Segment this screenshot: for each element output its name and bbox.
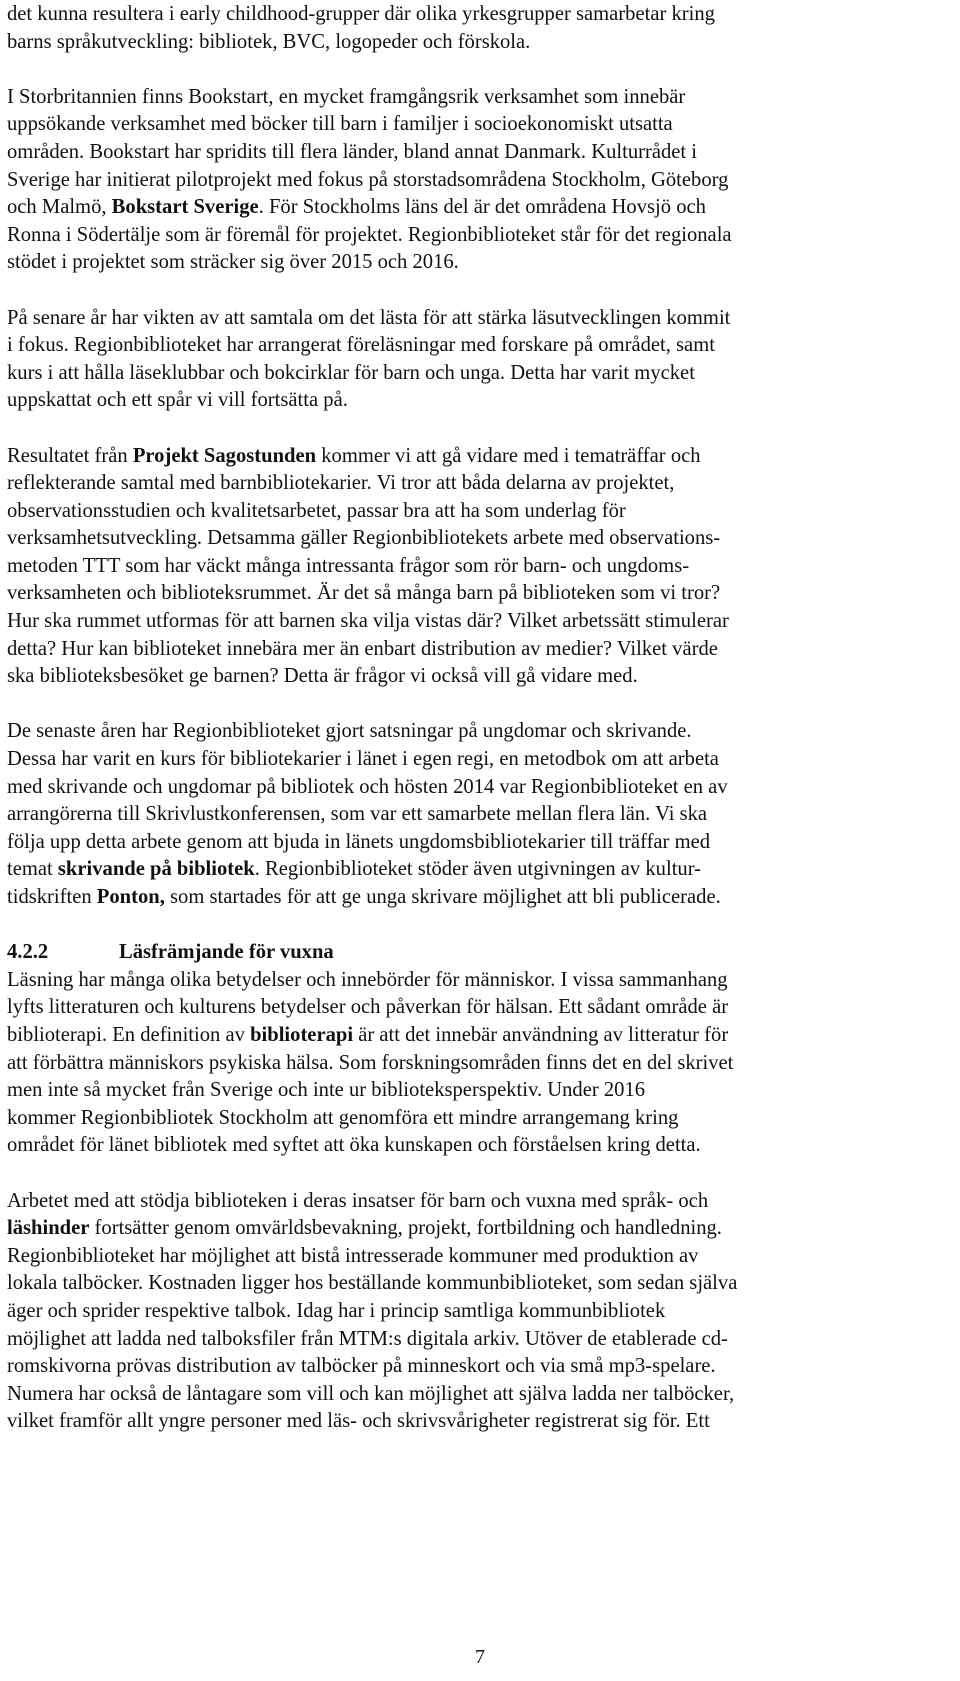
text-line <box>7 111 894 139</box>
page-number: 7 <box>475 1646 485 1668</box>
text-run: . För Stockholms läns del är det områdena Hovsjö och <box>258 196 706 219</box>
paragraph <box>7 967 894 1160</box>
text-run: barns språkutveckling: bibliotek, BVC, logopeder och förskola. <box>7 30 531 53</box>
text-run: lokala talböcker. Kostnaden ligger hos beställande kommunbiblioteket, som sedan själva <box>7 1272 738 1295</box>
bold-text: Ponton, <box>96 886 165 908</box>
text-line <box>7 167 894 195</box>
text-line <box>7 443 894 471</box>
paragraph <box>7 84 894 277</box>
text-line <box>7 1132 894 1160</box>
section-heading <box>7 939 894 967</box>
text-run: äger och sprider respektive talbok. Idag har i princip samtliga kommunbibliotek <box>7 1299 666 1322</box>
paragraph <box>7 443 894 691</box>
text-run: stödet i projektet som sträcker sig över 2015 och 2016. <box>7 251 459 274</box>
text-run: metoden TTT som har väckt många intressanta frågor som rör barn- och ungdoms- <box>7 554 690 577</box>
paragraph <box>7 305 894 415</box>
text-run: arrangörerna till Skrivlustkonferensen, som var ett samarbete mellan flera län. Vi ska <box>7 803 708 826</box>
text-line <box>7 994 894 1022</box>
text-run: Resultatet från <box>7 444 133 467</box>
text-run: följa upp detta arbete genom att bjuda in länets ungdomsbibliotekarier till träffar med <box>7 830 711 853</box>
text-run: det kunna resultera i early childhood-grupper där olika yrkesgrupper samarbetar kring <box>7 3 715 25</box>
bold-text: skrivande på bibliotek <box>57 858 255 881</box>
text-run: området för länet bibliotek med syftet att öka kunskapen och förståelsen kring detta. <box>7 1134 701 1157</box>
text-line <box>7 608 894 636</box>
text-run: De senaste åren har Regionbiblioteket gjort satsningar på ungdomar och skrivande. <box>7 720 692 743</box>
text-run: observationsstudien och kvalitetsarbetet, passar bra att ha som underlag för <box>7 499 626 522</box>
text-line <box>7 1 894 29</box>
text-line <box>7 1326 894 1354</box>
text-line <box>7 580 894 608</box>
text-run: uppskattat och ett spår vi vill fortsätta på. <box>7 389 348 412</box>
text-line <box>7 856 894 884</box>
text-run: vilket framför allt yngre personer med läs- och skrivsvårigheter registrerat sig för. Ett <box>7 1410 710 1433</box>
section-body-text <box>7 967 894 1436</box>
text-line <box>7 1105 894 1133</box>
text-line <box>7 1077 894 1105</box>
text-line <box>7 663 894 691</box>
text-line <box>7 525 894 553</box>
text-run: Arbetet med att stödja biblioteken i deras insatser för barn och vuxna med språk- och <box>7 1189 709 1212</box>
text-line <box>7 1215 894 1243</box>
text-run: Ronna i Södertälje som är föremål för projektet. Regionbiblioteket står för det regionala <box>7 223 732 246</box>
text-run: Numera har också de låntagare som vill och kan möjlighet att själva ladda ner talböcker, <box>7 1382 735 1405</box>
text-line <box>7 718 894 746</box>
bold-text: Bokstart Sverige <box>111 196 259 219</box>
text-run: att förbättra människors psykiska hälsa. Som forskningsområden finns det en del skrivet <box>7 1051 734 1074</box>
text-line <box>7 387 894 415</box>
text-run: romskivorna prövas distribution av talböcker på minneskort och via små mp3-spelare. <box>7 1355 716 1378</box>
text-run: är att det innebär användning av litteratur för <box>353 1023 729 1046</box>
text-run: detta? Hur kan biblioteket innebära mer än enbart distribution av medier? Vilket värde <box>7 637 718 660</box>
body-text <box>7 1 894 912</box>
text-line <box>7 1050 894 1078</box>
bold-text: Projekt Sagostunden <box>132 444 317 467</box>
text-run: möjlighet att ladda ned talboksfiler från MTM:s digitala arkiv. Utöver de etablerade cd- <box>7 1327 728 1350</box>
paragraph <box>7 1 894 56</box>
text-run: . Regionbiblioteket stöder även utgivningen av kultur- <box>254 858 702 881</box>
text-run: i fokus. Regionbiblioteket har arrangerat föreläsningar med forskare på området, samt <box>7 334 715 357</box>
text-line <box>7 1298 894 1326</box>
text-run: områden. Bookstart har spridits till flera länder, bland annat Danmark. Kulturrådet i <box>7 140 698 163</box>
text-run: kurs i att hålla läseklubbar och bokcirklar för barn och unga. Detta har varit mycket <box>7 361 695 384</box>
text-run: men inte så mycket från Sverige och inte ur biblioteksperspektiv. Under 2016 <box>7 1079 646 1102</box>
text-line <box>7 470 894 498</box>
text-line <box>7 332 894 360</box>
bold-text: biblioterapi <box>250 1023 354 1046</box>
text-line <box>7 29 894 57</box>
text-line <box>7 194 894 222</box>
bold-text: läshinder <box>7 1217 90 1240</box>
text-run: temat <box>7 858 58 881</box>
text-line <box>7 801 894 829</box>
text-line <box>7 305 894 333</box>
text-run: uppsökande verksamhet med böcker till barn i familjer i socioekonomiskt utsatta <box>7 113 673 136</box>
text-run: ska biblioteksbesöket ge barnen? Detta är frågor vi också vill gå vidare med. <box>7 665 638 688</box>
text-run: och Malmö, <box>7 196 112 219</box>
text-run: tidskriften <box>7 886 97 908</box>
text-run: kommer Regionbibliotek Stockholm att genomföra ett mindre arrangemang kring <box>7 1106 679 1129</box>
text-line <box>7 829 894 857</box>
section-number: 4.2.2 <box>7 941 49 964</box>
paragraph <box>7 1188 894 1436</box>
text-line <box>7 498 894 526</box>
text-line <box>7 1270 894 1298</box>
text-run: biblioterapi. En definition av <box>7 1023 251 1046</box>
text-run: Läsning har många olika betydelser och innebörder för människor. I vissa sammanhang <box>7 968 728 991</box>
text-line <box>7 553 894 581</box>
text-line <box>7 360 894 388</box>
paragraph <box>7 718 894 911</box>
text-line <box>7 1353 894 1381</box>
text-run: Sverige har initierat pilotprojekt med fokus på storstadsområdena Stockholm, Göteborg <box>7 168 729 191</box>
text-line <box>7 774 894 802</box>
text-line <box>7 84 894 112</box>
text-run: Regionbiblioteket har möjlighet att bistå intresserade kommuner med produktion av <box>7 1244 699 1267</box>
text-line <box>7 222 894 250</box>
text-run: På senare år har vikten av att samtala om det lästa för att stärka läsutvecklingen kommit <box>7 306 731 329</box>
text-run: I Storbritannien finns Bookstart, en mycket framgångsrik verksamhet som innebär <box>7 85 686 108</box>
text-line <box>7 884 894 912</box>
text-run: fortsätter genom omvärldsbevakning, projekt, fortbildning och handledning. <box>89 1217 722 1240</box>
text-run: reflekterande samtal med barnbibliotekarier. Vi tror att båda delarna av projektet, <box>7 472 675 495</box>
text-run: lyfts litteraturen och kulturens betydelser och påverkan för hälsan. Ett sådant område är <box>7 996 729 1019</box>
text-line <box>7 1408 894 1436</box>
text-line <box>7 1243 894 1271</box>
text-line <box>7 1381 894 1409</box>
text-line <box>7 139 894 167</box>
text-run: med skrivande och ungdomar på bibliotek och hösten 2014 var Regionbiblioteket en av <box>7 775 728 798</box>
text-run: verksamheten och biblioteksrummet. Är det så många barn på biblioteken som vi tror? <box>7 582 721 605</box>
text-line <box>7 967 894 995</box>
text-run: Hur ska rummet utformas för att barnen ska vilja vistas där? Vilket arbetssätt stimulerar <box>7 610 729 633</box>
text-line <box>7 746 894 774</box>
text-run: som startades för att ge unga skrivare möjlighet att bli publicerade. <box>164 886 721 908</box>
text-run: Dessa har varit en kurs för bibliotekarier i länet i egen regi, en metodbok om att arbeta <box>7 748 719 771</box>
text-line <box>7 1188 894 1216</box>
text-line <box>7 249 894 277</box>
text-line <box>7 636 894 664</box>
section-title: Läsfrämjande för vuxna <box>119 941 334 964</box>
text-run: kommer vi att gå vidare med i tematräffar och <box>316 444 701 467</box>
text-line <box>7 1022 894 1050</box>
text-run: verksamhetsutveckling. Detsamma gäller Regionbibliotekets arbete med observations- <box>7 527 721 550</box>
